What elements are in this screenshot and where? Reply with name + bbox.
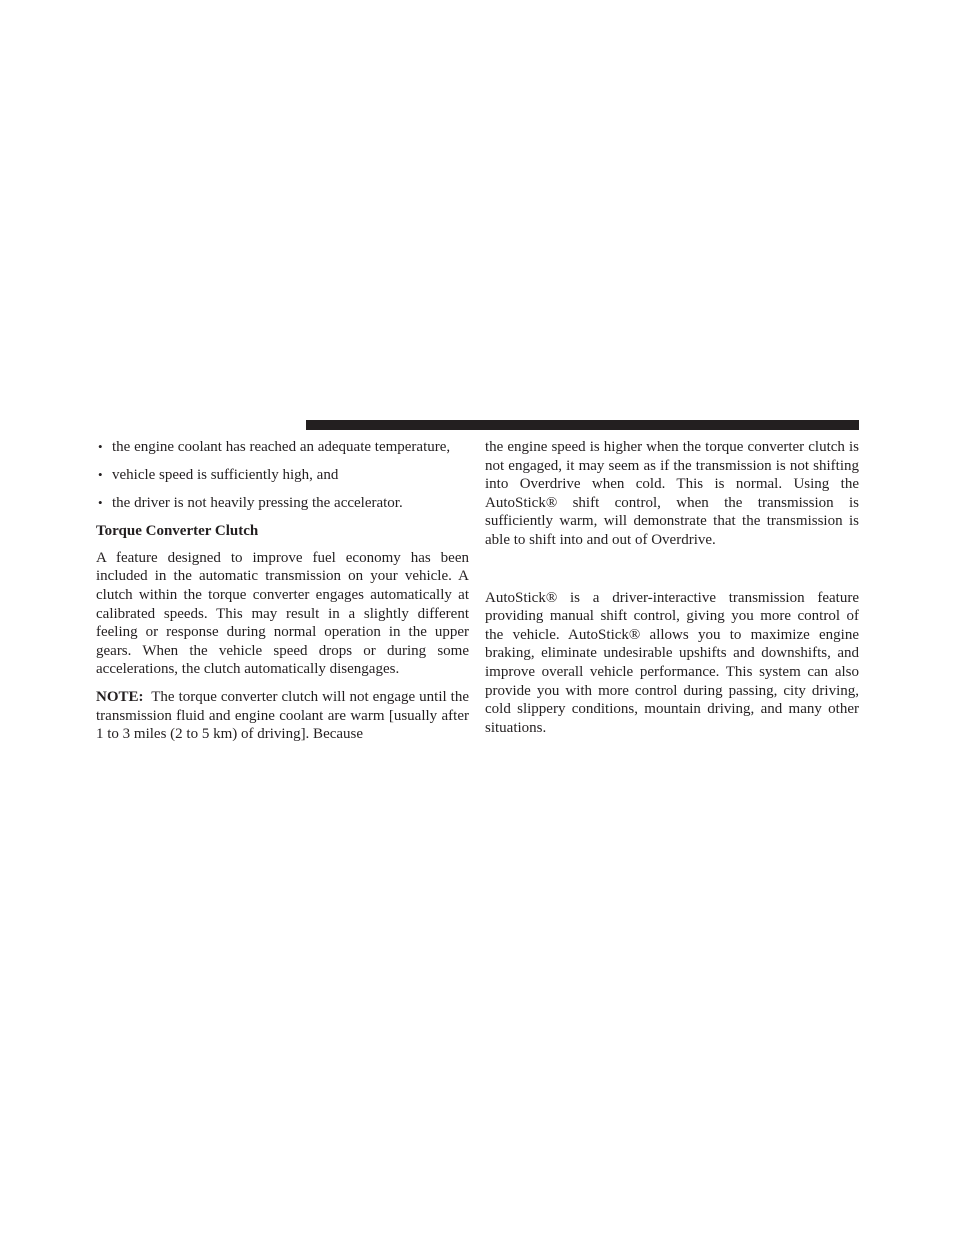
bullet-item — [96, 438, 469, 457]
bullet-text: vehicle speed is sufficiently high, and — [112, 467, 339, 484]
left-column — [96, 438, 469, 753]
section-heading: Torque Converter Clutch — [96, 523, 259, 540]
right-column — [485, 438, 859, 746]
condition-bullet-list — [96, 438, 469, 513]
bullet-icon: • — [98, 439, 103, 454]
bullet-item — [96, 466, 469, 485]
bullet-icon: • — [98, 495, 103, 511]
note-text: The torque converter clutch will not engage until the transmission fluid and engine coolant are warm [usually after 1 to 3 miles (2 to 5 km) of driving]. Because — [96, 689, 469, 743]
bullet-item — [96, 494, 469, 513]
note-label: NOTE: — [96, 689, 144, 706]
bullet-icon: • — [98, 467, 103, 483]
note-paragraph — [96, 688, 469, 744]
section-spacer — [485, 559, 859, 589]
body-paragraph: A feature designed to improve fuel economy has been included in the automatic transmission on your vehicle. A clutch within the torque converter engages automatically at calibrated speeds. This may result in a slightly different feeling or response during normal operation in the upper gears. When the vehicle speed drops or during some accelerations, the clutch automatically disengages. — [96, 549, 469, 678]
header-rule-bar — [306, 420, 859, 430]
body-paragraph: AutoStick® is a driver-interactive transmission feature providing manual shift control, giving you more control of the vehicle. AutoStick® allows you to maximize engine braking, eliminate undesirable upshifts and downshifts, and improve overall vehicle performance. This system can also provide you with more control during passing, city driving, cold slippery conditions, mountain driving, and many other situations. — [485, 589, 859, 736]
body-paragraph: the engine speed is higher when the torque converter clutch is not engaged, it may seem as if the transmission is not shifting into Overdrive when cold. This is normal. Using the AutoStick® shift control, when the transmission is sufficiently warm, will demonstrate that the transmission is able to shift into and out of Overdrive. — [485, 439, 859, 548]
bullet-text: the engine coolant has reached an adequate temperature, — [112, 439, 451, 455]
bullet-text: the driver is not heavily pressing the accelerator. — [112, 495, 403, 512]
